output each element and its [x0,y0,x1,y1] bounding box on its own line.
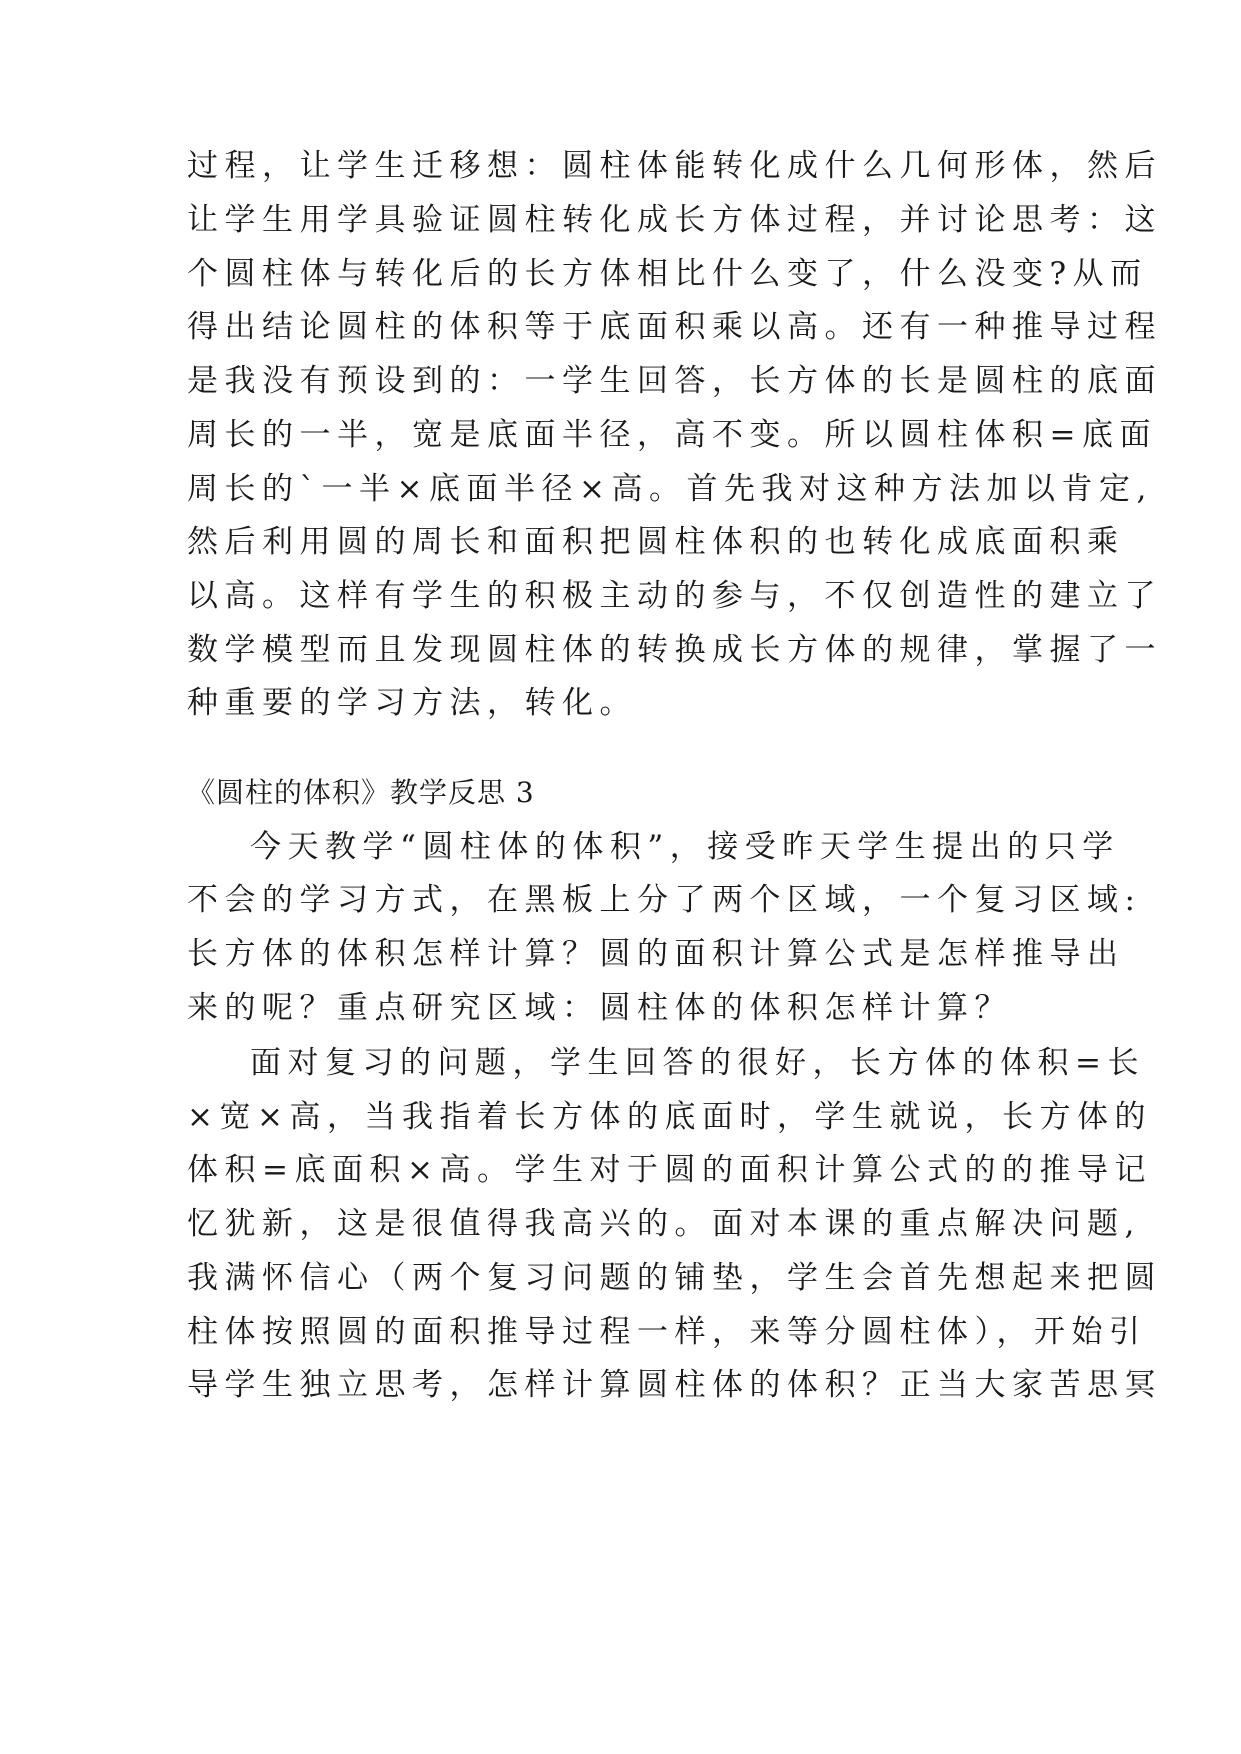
section-title: 《圆柱的体积》教学反思 3 [187,776,535,809]
text-line: 来的呢？重点研究区域：圆柱体的体积怎样计算？ [187,990,1012,1026]
text-line: 柱体按照圆的面积推导过程一样，来等分圆柱体），开始引 [187,1314,1147,1350]
text-line: 过程，让学生迁移想：圆柱体能转化成什么几何形体，然后 [187,148,1162,184]
text-line: 体积=底面积×高。学生对于圆的面积计算公式的的推导记 [187,1152,1152,1188]
text-line: 不会的学习方式，在黑板上分了两个区域，一个复习区域: [187,882,1142,918]
text-line: 面对复习的问题，学生回答的很好，长方体的体积=长 [250,1045,1145,1081]
text-line: 是我没有预设到的：一学生回答，长方体的长是圆柱的底面 [187,363,1162,399]
text-line: 得出结论圆柱的体积等于底面积乘以高。还有一种推导过程 [187,309,1162,345]
text-line: 我满怀信心（两个复习问题的铺垫，学生会首先想起来把圆 [187,1260,1162,1296]
text-line: 周长的`一半×底面半径×高。首先我对这种方法加以肯定, [187,471,1153,507]
text-line: 让学生用学具验证圆柱转化成长方体过程，并讨论思考：这 [187,202,1162,238]
text-line: 今天教学“圆柱体的体积”，接受昨天学生提出的只学 [250,829,1120,865]
text-line: 忆犹新，这是很值得我高兴的。面对本课的重点解决问题, [187,1206,1141,1242]
text-line: 导学生独立思考，怎样计算圆柱体的体积？正当大家苦思冥 [187,1367,1162,1403]
text-line: 数学模型而且发现圆柱体的转换成长方体的规律，掌握了一 [187,632,1162,668]
text-line: ×宽×高，当我指着长方体的底面时，学生就说，长方体的 [187,1099,1152,1135]
text-line: 个圆柱体与转化后的长方体相比什么变了，什么没变?从而 [187,256,1148,292]
text-line: 种重要的学习方法，转化。 [187,685,637,721]
text-line: 然后利用圆的周长和面积把圆柱体积的也转化成底面积乘 [187,524,1125,560]
text-line: 周长的一半，宽是底面半径，高不变。所以圆柱体积=底面 [187,417,1157,453]
text-line: 以高。这样有学生的积极主动的参与，不仅创造性的建立了 [187,578,1162,614]
text-line: 长方体的体积怎样计算？圆的面积计算公式是怎样推导出 [187,936,1125,972]
